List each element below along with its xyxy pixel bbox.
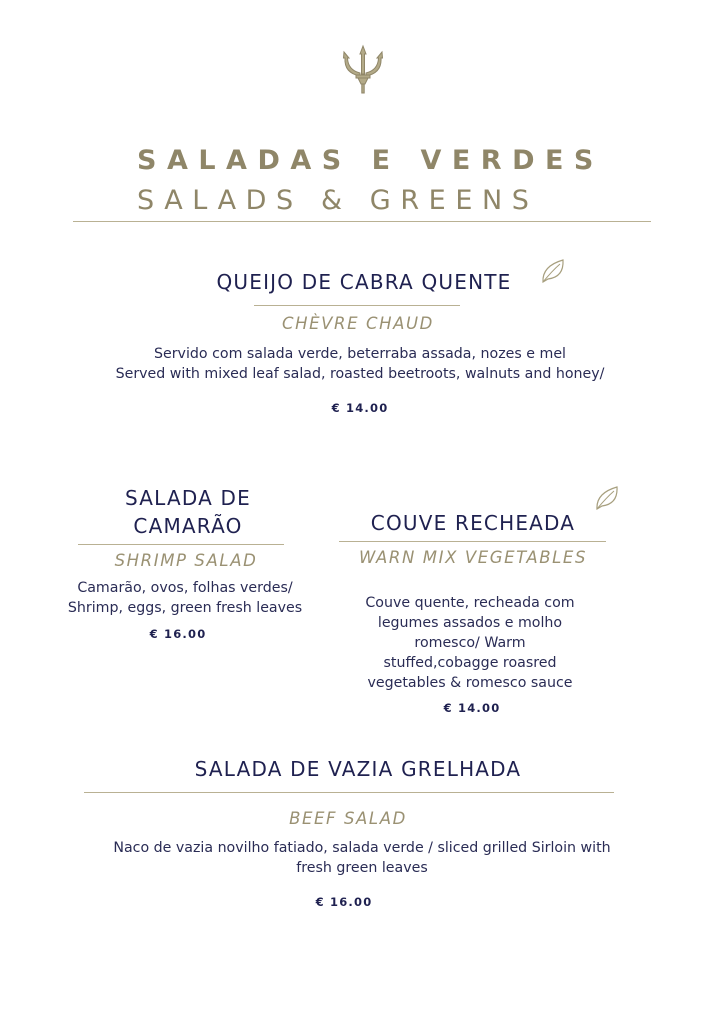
dish-1-divider: [254, 305, 460, 306]
dish-1-description-pt: Servido com salada verde, beterraba assada, nozes e mel: [153, 346, 567, 362]
leaf-icon: [594, 484, 620, 512]
dish-4-description-line1: Naco de vazia novilho fatiado, salada verde / sliced grilled Sirloin with: [113, 840, 611, 856]
dish-2-divider: [78, 544, 284, 545]
section-title-english: SALADS & GREENS: [137, 185, 539, 216]
section-title-portuguese: SALADAS E VERDES: [137, 145, 604, 176]
dish-2-price: € 16.00: [149, 627, 207, 641]
dish-4-subtitle: BEEF SALAD: [289, 809, 407, 828]
dish-4-price: € 16.00: [315, 895, 373, 909]
dish-2-description-pt: Camarão, ovos, folhas verdes/: [77, 580, 293, 596]
dish-3-description-line: romesco/ Warm: [414, 635, 526, 651]
header-divider: [73, 221, 651, 222]
dish-3-description-line: stuffed,cobagge roasred: [383, 655, 557, 671]
dish-4-name: SALADA DE VAZIA GRELHADA: [194, 757, 522, 781]
dish-1-name: QUEIJO DE CABRA QUENTE: [216, 270, 512, 294]
dish-3-price: € 14.00: [443, 701, 501, 715]
dish-1-subtitle: CHÈVRE CHAUD: [282, 314, 434, 333]
dish-4-description-line2: fresh green leaves: [296, 860, 428, 876]
leaf-icon: [540, 257, 566, 285]
dish-2-name-line2: CAMARÃO: [133, 514, 243, 538]
dish-2-description-en: Shrimp, eggs, green fresh leaves: [67, 600, 303, 616]
dish-1-description-en: Served with mixed leaf salad, roasted beetroots, walnuts and honey/: [115, 366, 605, 382]
dish-3-description-line: Couve quente, recheada com: [365, 595, 575, 611]
dish-3-description-line: legumes assados e molho: [377, 615, 563, 631]
dish-2-subtitle: SHRIMP SALAD: [114, 551, 258, 570]
dish-4-divider: [84, 792, 614, 793]
dish-3-description-line: vegetables & romesco sauce: [367, 675, 573, 691]
dish-3-divider: [339, 541, 606, 542]
trident-logo-icon: [340, 44, 386, 94]
dish-1-price: € 14.00: [331, 401, 389, 415]
dish-3-name: COUVE RECHEADA: [370, 511, 576, 535]
dish-2-name-line1: SALADA DE: [125, 486, 251, 510]
dish-3-subtitle: WARN MIX VEGETABLES: [358, 548, 588, 567]
dish-3-description: [330, 593, 610, 693]
